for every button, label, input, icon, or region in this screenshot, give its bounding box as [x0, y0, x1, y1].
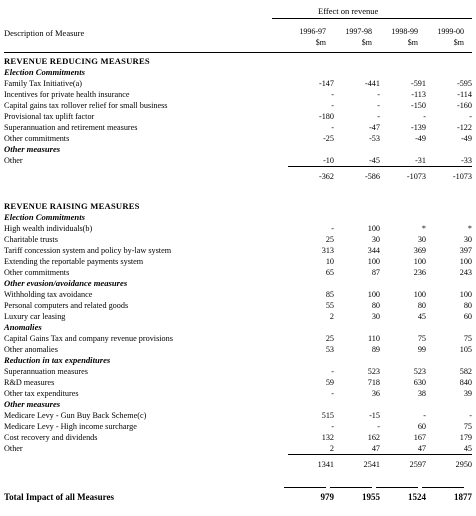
measure-value: -441 — [364, 79, 380, 88]
measure-value: 60 — [463, 312, 472, 321]
unit-header: $m — [453, 38, 464, 47]
measure-value: 55 — [325, 301, 334, 310]
measure-value: 523 — [367, 367, 380, 376]
measure-value: 132 — [321, 433, 334, 442]
measure-value: 344 — [367, 246, 380, 255]
heading-rule — [272, 18, 472, 19]
section-total-value: 2597 — [380, 455, 426, 472]
header-rule — [4, 52, 472, 53]
measure-value: - — [331, 422, 334, 431]
measure-value: 47 — [417, 444, 426, 453]
measure-value: - — [331, 389, 334, 398]
measure-value: -114 — [457, 90, 472, 99]
measure-value: -139 — [410, 123, 426, 132]
group-title-row — [4, 278, 472, 289]
measure-value: 243 — [459, 268, 472, 277]
group-title-row — [4, 67, 472, 78]
table-row — [4, 122, 472, 133]
spacer-cell — [4, 183, 472, 201]
measure-description: Charitable trusts — [4, 235, 58, 244]
grand-total-label: Total Impact of all Measures — [4, 492, 114, 502]
measure-value: -595 — [456, 79, 472, 88]
measure-description: R&D measures — [4, 378, 55, 387]
table-row — [4, 344, 472, 355]
table-row — [4, 267, 472, 278]
measure-value: - — [377, 101, 380, 110]
section-total-value: -1073 — [380, 167, 426, 184]
measure-value: 75 — [463, 422, 472, 431]
measure-description: Capital Gains Tax and company revenue provisions — [4, 334, 173, 343]
measure-value: 840 — [459, 378, 472, 387]
year-column-headers — [0, 27, 476, 49]
measure-description: Incentives for private health insurance — [4, 90, 130, 99]
measure-description: Family Tax Initiative(a) — [4, 79, 82, 88]
measure-value: 167 — [413, 433, 426, 442]
table-row — [4, 155, 472, 167]
section-total-label — [4, 455, 288, 472]
table-row — [4, 421, 472, 432]
measure-value: 89 — [371, 345, 380, 354]
measure-value: 47 — [371, 444, 380, 453]
measure-value: 87 — [371, 268, 380, 277]
measure-value: -150 — [410, 101, 426, 110]
grand-total-table — [4, 491, 472, 504]
section-total-value: -1073 — [426, 167, 472, 184]
measure-value: - — [377, 90, 380, 99]
grand-total-value: 979 — [320, 492, 334, 502]
group-title-row — [4, 355, 472, 366]
table-row — [4, 311, 472, 322]
measure-value: 25 — [325, 235, 334, 244]
table-row — [4, 377, 472, 388]
measure-value: 718 — [367, 378, 380, 387]
measure-value: 75 — [417, 334, 426, 343]
measure-value: 75 — [463, 334, 472, 343]
measure-value: - — [377, 422, 380, 431]
group-title: Election Commitments — [4, 67, 85, 77]
measure-value: 397 — [459, 246, 472, 255]
table-row — [4, 410, 472, 421]
year-header: 1998-99 — [391, 27, 418, 36]
group-title-row — [4, 322, 472, 333]
measure-description: Other anomalies — [4, 345, 58, 354]
measure-value: - — [469, 112, 472, 121]
measure-value: 582 — [459, 367, 472, 376]
grand-total-value: 1955 — [362, 492, 380, 502]
measure-value: 313 — [321, 246, 334, 255]
section-title: REVENUE RAISING MEASURES — [4, 201, 140, 211]
measure-value: 100 — [367, 290, 380, 299]
measure-value: - — [423, 411, 426, 420]
group-title: Anomalies — [4, 322, 42, 332]
measure-value: 236 — [413, 268, 426, 277]
group-title-row — [4, 212, 472, 223]
section-spacer — [4, 183, 472, 201]
measure-description: Withholding tax avoidance — [4, 290, 93, 299]
measure-value: 2 — [329, 444, 334, 453]
measure-value: 45 — [417, 312, 426, 321]
measure-value: 59 — [325, 378, 334, 387]
table-row — [4, 234, 472, 245]
measure-value: -45 — [369, 156, 380, 165]
table-row — [4, 89, 472, 100]
measure-value: 110 — [368, 334, 380, 343]
measure-value: - — [331, 123, 334, 132]
measure-value: 60 — [417, 422, 426, 431]
table-row — [4, 432, 472, 443]
section-total-value: -586 — [334, 167, 380, 184]
effect-on-revenue-heading: Effect on revenue — [318, 6, 379, 16]
measure-value: -33 — [461, 156, 472, 165]
group-title-row — [4, 399, 472, 410]
group-title: Other measures — [4, 399, 61, 409]
measure-description: Superannuation and retirement measures — [4, 123, 138, 132]
measure-value: 80 — [371, 301, 380, 310]
measure-description: Medicare Levy - Gun Buy Back Scheme(c) — [4, 411, 147, 420]
measure-value: - — [377, 112, 380, 121]
table-row — [4, 223, 472, 234]
measure-value: -113 — [411, 90, 426, 99]
unit-header: $m — [407, 38, 418, 47]
measure-value: - — [331, 101, 334, 110]
section-total-value: 1341 — [288, 455, 334, 472]
measure-description: Personal computers and related goods — [4, 301, 129, 310]
group-title: Election Commitments — [4, 212, 85, 222]
table-row — [4, 245, 472, 256]
measure-value: -10 — [323, 156, 334, 165]
table-row — [4, 366, 472, 377]
measure-value: 10 — [325, 257, 334, 266]
measure-description: Cost recovery and dividends — [4, 433, 98, 442]
section-total-row — [4, 455, 472, 472]
description-column-header: Description of Measure — [4, 28, 85, 38]
measure-value: -160 — [456, 101, 472, 110]
measure-value: - — [469, 411, 472, 420]
group-title: Other evasion/avoidance measures — [4, 278, 128, 288]
grand-total-row — [4, 491, 472, 504]
measure-description: Other tax expenditures — [4, 389, 79, 398]
measure-value: 85 — [325, 290, 334, 299]
table-row — [4, 256, 472, 267]
year-header: 1999-00 — [437, 27, 464, 36]
section-total-value: -362 — [288, 167, 334, 184]
measure-value: 99 — [417, 345, 426, 354]
measure-value: -49 — [415, 134, 426, 143]
table-row — [4, 333, 472, 344]
measure-value: 100 — [413, 290, 426, 299]
section-title-row — [4, 201, 472, 212]
section-total-row — [4, 167, 472, 184]
measure-value: 30 — [371, 235, 380, 244]
measure-value: 179 — [459, 433, 472, 442]
measure-value: 25 — [325, 334, 334, 343]
group-title: Reduction in tax expenditures — [4, 355, 111, 365]
measure-value: * — [421, 224, 426, 233]
table-row — [4, 289, 472, 300]
measure-description: Medicare Levy - High income surcharge — [4, 422, 137, 431]
measure-description: Extending the reportable payments system — [4, 257, 144, 266]
table-row — [4, 78, 472, 89]
unit-header: $m — [361, 38, 372, 47]
table-row — [4, 443, 472, 455]
measure-value: -25 — [323, 134, 334, 143]
grand-total-value: 1524 — [408, 492, 426, 502]
measure-value: 162 — [367, 433, 380, 442]
measure-value: -591 — [410, 79, 426, 88]
measure-value: 38 — [417, 389, 426, 398]
measure-value: -49 — [461, 134, 472, 143]
measure-value: -147 — [318, 79, 334, 88]
measure-value: - — [331, 367, 334, 376]
measure-description: Superannuation measures — [4, 367, 88, 376]
group-title-row — [4, 144, 472, 155]
measure-value: 53 — [325, 345, 334, 354]
measure-value: 100 — [367, 257, 380, 266]
measure-description: Other commitments — [4, 268, 70, 277]
measure-value: 30 — [371, 312, 380, 321]
measure-value: 30 — [417, 235, 426, 244]
unit-header: $m — [315, 38, 326, 47]
measure-value: -47 — [369, 123, 380, 132]
measure-value: 30 — [463, 235, 472, 244]
measure-description: High wealth individuals(b) — [4, 224, 93, 233]
table-row — [4, 111, 472, 122]
measures-table — [4, 56, 472, 471]
measure-value: 523 — [413, 367, 426, 376]
section-total-value: 2541 — [334, 455, 380, 472]
measure-value: -122 — [456, 123, 472, 132]
measure-value: - — [331, 224, 334, 233]
grand-total-value: 1877 — [454, 492, 472, 502]
measure-description: Luxury car leasing — [4, 312, 66, 321]
table-row — [4, 100, 472, 111]
table-row — [4, 388, 472, 399]
measure-value: -180 — [318, 112, 334, 121]
measure-value: 630 — [413, 378, 426, 387]
measure-value: 369 — [413, 246, 426, 255]
year-header: 1996-97 — [299, 27, 326, 36]
measure-value: 45 — [463, 444, 472, 453]
measure-value: 80 — [463, 301, 472, 310]
section-title: REVENUE REDUCING MEASURES — [4, 56, 150, 66]
measure-description: Provisional tax uplift factor — [4, 112, 95, 121]
section-title-row — [4, 56, 472, 67]
measure-value: 80 — [417, 301, 426, 310]
section-total-value: 2950 — [426, 455, 472, 472]
measure-description: Tariff concession system and policy by-law system — [4, 246, 172, 255]
measure-description: Other commitments — [4, 134, 70, 143]
measure-value: - — [331, 90, 334, 99]
measure-value: 100 — [459, 257, 472, 266]
measure-value: -31 — [415, 156, 426, 165]
measure-value: 100 — [459, 290, 472, 299]
measure-value: -15 — [369, 411, 380, 420]
section-total-label — [4, 167, 288, 184]
measure-description: Capital gains tax rollover relief for small business — [4, 101, 168, 110]
measure-value: 65 — [325, 268, 334, 277]
measure-value: 515 — [321, 411, 334, 420]
table-row — [4, 133, 472, 144]
measure-value: 105 — [459, 345, 472, 354]
measure-value: - — [423, 112, 426, 121]
table-row — [4, 300, 472, 311]
group-title: Other measures — [4, 144, 61, 154]
measure-value: 39 — [463, 389, 472, 398]
measure-value: 100 — [367, 224, 380, 233]
measure-value: * — [467, 224, 472, 233]
measure-value: -53 — [369, 134, 380, 143]
measure-description: Other — [4, 156, 23, 166]
measure-value: 36 — [371, 389, 380, 398]
measure-value: 100 — [413, 257, 426, 266]
year-header: 1997-98 — [345, 27, 372, 36]
measure-value: 2 — [329, 312, 334, 321]
measure-description: Other — [4, 444, 23, 454]
